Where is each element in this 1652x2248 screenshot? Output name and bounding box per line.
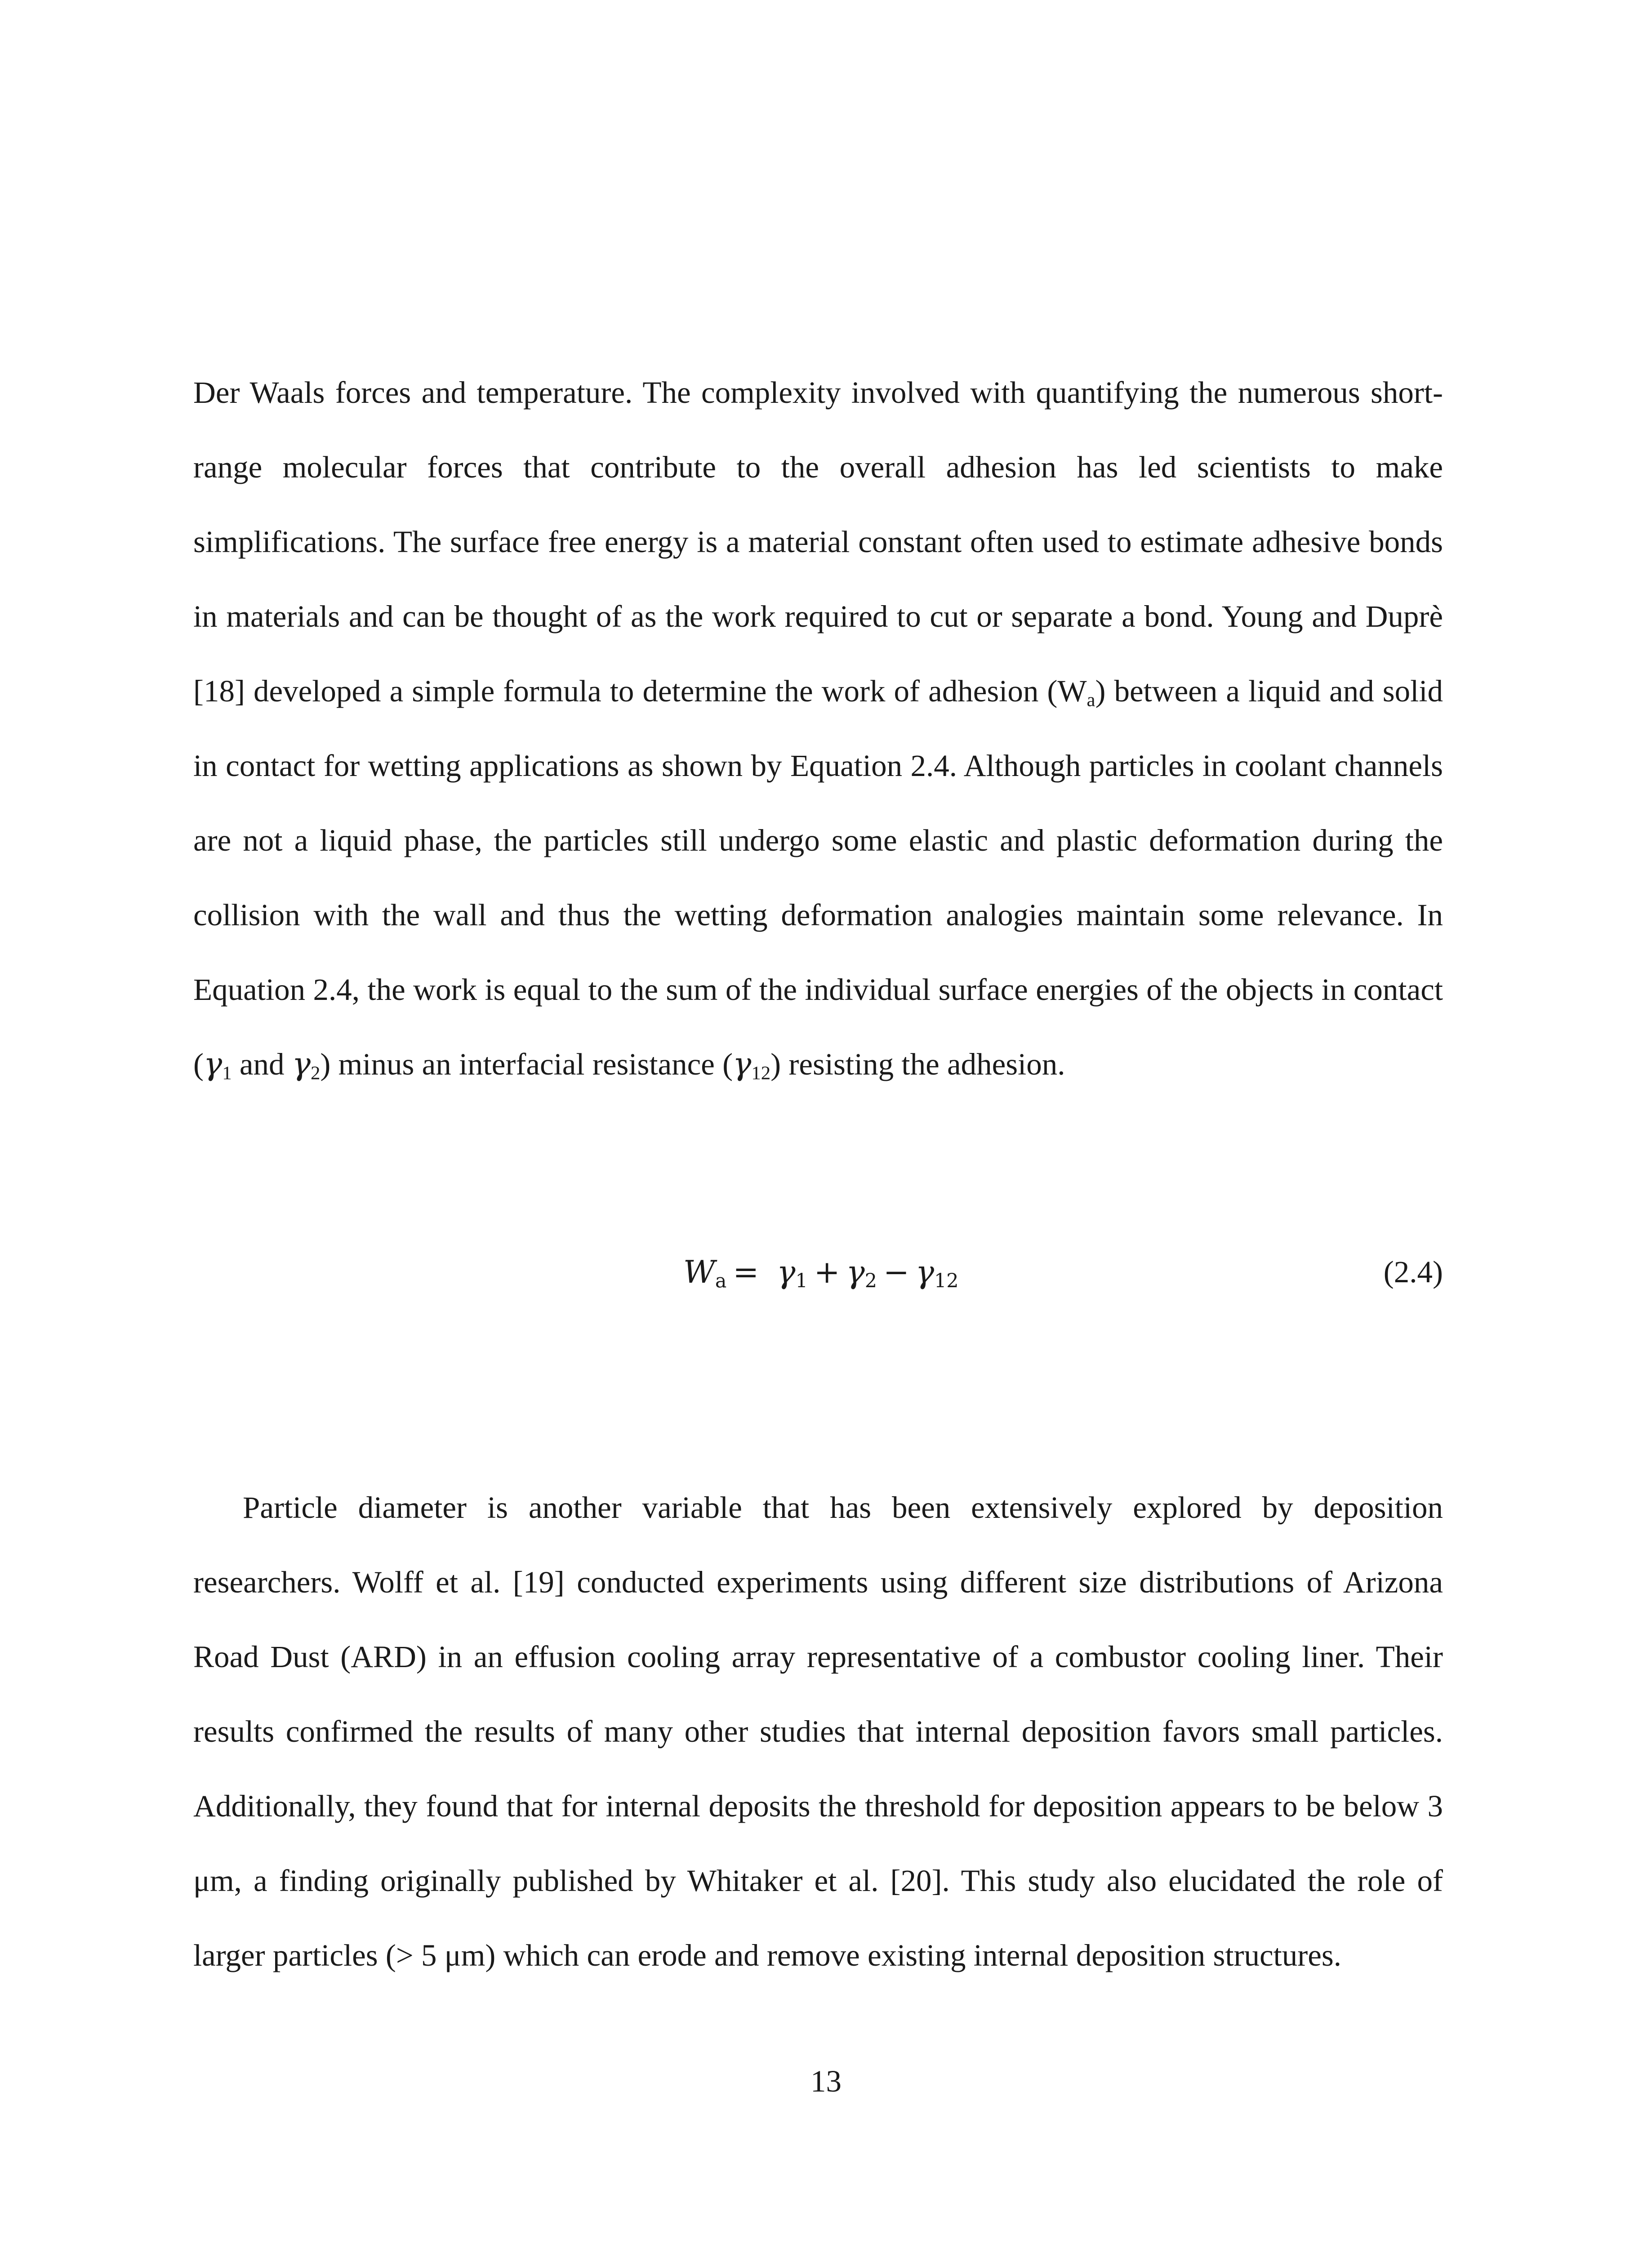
paragraph-text: ) resisting the adhesion. [770, 1047, 1065, 1081]
gamma-symbol: γ [733, 1046, 752, 1082]
equation-w: W [683, 1254, 715, 1290]
gamma-symbol: γ [203, 1046, 223, 1082]
equation-operator: − [883, 1254, 909, 1290]
gamma-subscript: 1 [222, 1062, 232, 1084]
gamma-subscript: 12 [751, 1062, 771, 1084]
equation-number: (2.4) [1383, 1255, 1443, 1289]
equation-operator: = [733, 1254, 759, 1290]
paragraph-text: ) between a liquid and solid in contact for wetting applications as shown by Equation 2.4. Although particles in coolant channels are not a liquid phase, the particles still undergo some elastic and plastic deformation during the collision with the wall and thus the wetting deformation analogies maintain some relevance. In Equation 2.4, the work is equal to the sum of the individual surface energies of the objects in contact ( [193, 674, 1443, 1081]
paragraph-adhesion [193, 355, 1443, 1102]
paragraph-particle-diameter: Particle diameter is another variable that has been extensively explored by deposition researchers. Wolff et al. [19] conducted experiments using different size distributions of Arizona Road Dust (ARD) in an effusion cooling array representative of a combustor cooling liner. Their results confirmed the results of many other studies that internal deposition favors small particles. Additionally, they found that for internal deposits the threshold for deposition appears to be below 3 μm, a finding originally published by Whitaker et al. [20]. This study also elucidated the role of larger particles (> 5 μm) which can erode and remove existing internal deposition structures. [193, 1490, 1443, 1972]
equation-gamma: γ [846, 1254, 865, 1290]
page-number: 13 [810, 2064, 842, 2098]
equation-subscript: a [715, 1270, 727, 1293]
work-subscript: a [1086, 689, 1095, 711]
equation-gamma: γ [777, 1254, 796, 1290]
paragraph-text: Der Waals forces and temperature. The complexity involved with quantifying the numerous short-range molecular forces that contribute to the overall adhesion has led scientists to make simplifications. The surface free energy is a material constant often used to estimate adhesive bonds in materials and can be thought of as the work required to cut or separate a bond. Young and Duprè [18] developed a simple formula to determine the work of adhesion (W [193, 375, 1443, 708]
gamma-subscript: 2 [311, 1062, 321, 1084]
equation-subscript: 12 [934, 1270, 959, 1293]
equation-row [193, 1254, 1443, 1308]
paragraph-text: ) minus an interfacial resistance ( [320, 1047, 733, 1081]
equation-operator: + [814, 1254, 840, 1290]
paragraph-text: and [232, 1047, 292, 1081]
equation-subscript: 1 [795, 1270, 808, 1293]
equation-subscript: 2 [864, 1270, 877, 1293]
gamma-symbol: γ [292, 1046, 311, 1082]
equation-gamma: γ [915, 1254, 935, 1290]
equation-work-of-adhesion [683, 1254, 959, 1293]
